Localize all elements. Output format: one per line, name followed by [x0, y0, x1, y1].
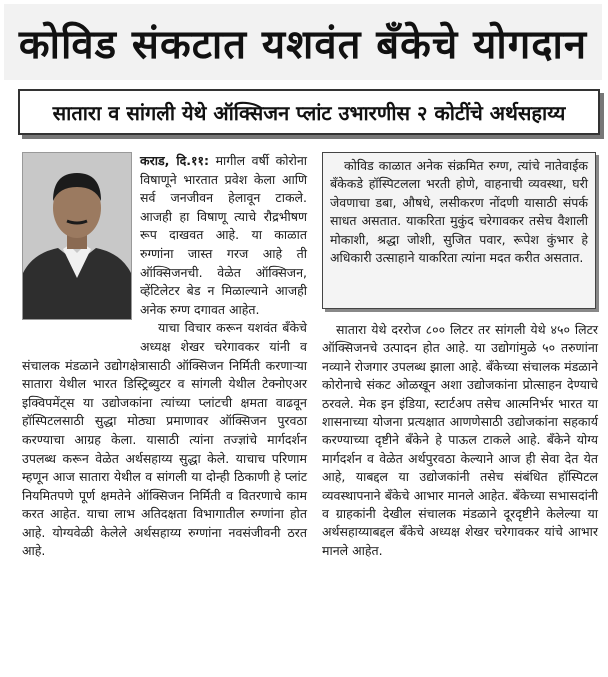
- subheadline-box: [18, 89, 600, 135]
- headline: कोविड संकटात यशवंत बँकेचे योगदान: [18, 21, 588, 68]
- dateline: कराड, दि.११:: [140, 153, 209, 168]
- column2-paragraph-1: सातारा येथे दररोज ८०० लिटर तर सांगली येथे ४५० लिटर ऑक्सिजनचे उत्पादन होत आहे. या उद्योगांमुळे ५० तरुणांना नव्याने रोजगार उपलब्ध झाला आहे. बँकेच्या संचालक मंडळाने कोरोनाचे संकट ओळखून अशा उद्योजकांना प्रोत्साहन देण्याचे ठरवले. मेक इन इंडिया, स्टार्टअप तसेच आत्मनिर्भर भारत या शासनाच्या योजना प्रत्यक्षात आणणेसाठी उद्योजकांना सहकार्य करण्याच्या दृष्टीने बँकेने हे पाऊल टाकले आहे. बँकेने योग्य मार्गदर्शन व वेळेत अर्थपुरवठा केल्याने आज ही सेवा देत येत आहे, याबद्दल या उद्योजकांनी तसेच संबंधित हॉस्पिटल व्यवस्थापनाने बँकेचे आभार मानले आहेत. बँकेच्या सभासदांनी व ग्राहकांनी देखील संचालक मंडळाने दूरदृष्टीने केलेल्या या अर्थसहाय्याबद्दल बँकेचे अध्यक्ष शेखर चरेगावकर यांचे आभार मानले आहेत.: [322, 322, 598, 558]
- column1-paragraph-2: याचा विचार करून यशवंत बँकेचे अध्यक्ष शेखर चरेगावकर यांनी व संचालक मंडळाने उद्योगक्षेत्रासाठी ऑक्सिजन निर्मिती करणाऱ्या सातारा येथील भारत डिस्ट्रिब्युटर व सांगली येथील टेक्नोएअर इक्विपमेंट्स या उद्योजकांना त्यांच्या प्लांटची क्षमता वाढवून हॉस्पिटलसाठी सुद्धा मोठ्या प्रमाणावर ऑक्सिजन पुरवठा करण्याचा आग्रह केला. यासाठी त्यांना तज्ज्ञांचे मार्गदर्शन उपलब्ध करून वेळेत अर्थसहाय्य सुद्धा केले. याचाच परिणाम म्हणून आज सातारा येथील व सांगली या दोन्ही ठिकाणी हे प्लांट नियमितपणे पूर्ण क्षमतेने ऑक्सिजन निर्मिती व वितरणाचे काम करत आहेत. याचा लाभ अतिदक्षता विभागातील रुग्णांना होत आहे. योग्यवेळी केलेले अर्थसहाय्य रुग्णांना नवसंजीवनी ठरत आहे.: [22, 320, 307, 559]
- subheadline: सातारा व सांगली येथे ऑक्सिजन प्लांट उभारणीस २ कोटींचे अर्थसहाय्य: [52, 100, 566, 125]
- highlight-box-text: कोविड काळात अनेक संक्रमित रुग्ण, त्यांचे नातेवाईक बँकेकडे हॉस्पिटलला भरती होणे, वाहनाची व्यवस्था, घरी जेवणाचा डबा, औषधे, लसीकरण नोंदणी यासाठी संपर्क साधत असतात. याकरिता मुकुंद चरेगावकर तसेच वैशाली मोकाशी, श्रद्धा जोशी, सुजित पवार, रूपेश कुंभार हे अधिकारी उत्साहाने याकरिता त्यांना मदत करीत असतात.: [330, 158, 588, 266]
- highlight-box: [322, 152, 596, 309]
- article-column-right: [322, 321, 598, 560]
- headline-banner: [4, 4, 602, 80]
- portrait-icon: [23, 153, 131, 319]
- column1-paragraph-1-text: मागील वर्षी कोरोना विषाणूने भारतात प्रवेश केला आणि सर्व जनजीवन हेलावून टाकले. आजही हा विषाणू त्याचे रौद्रभीषण रूप दाखवत आहे. या काळात रुग्णांना जास्त गरज आहे ती ऑक्सिजनची. वेळेत ऑक्सिजन, व्हेंटिलेटर बेड न मिळाल्याने आजही अनेक रुग्ण दगावत आहेत.: [140, 153, 307, 317]
- portrait-photo: [22, 152, 132, 320]
